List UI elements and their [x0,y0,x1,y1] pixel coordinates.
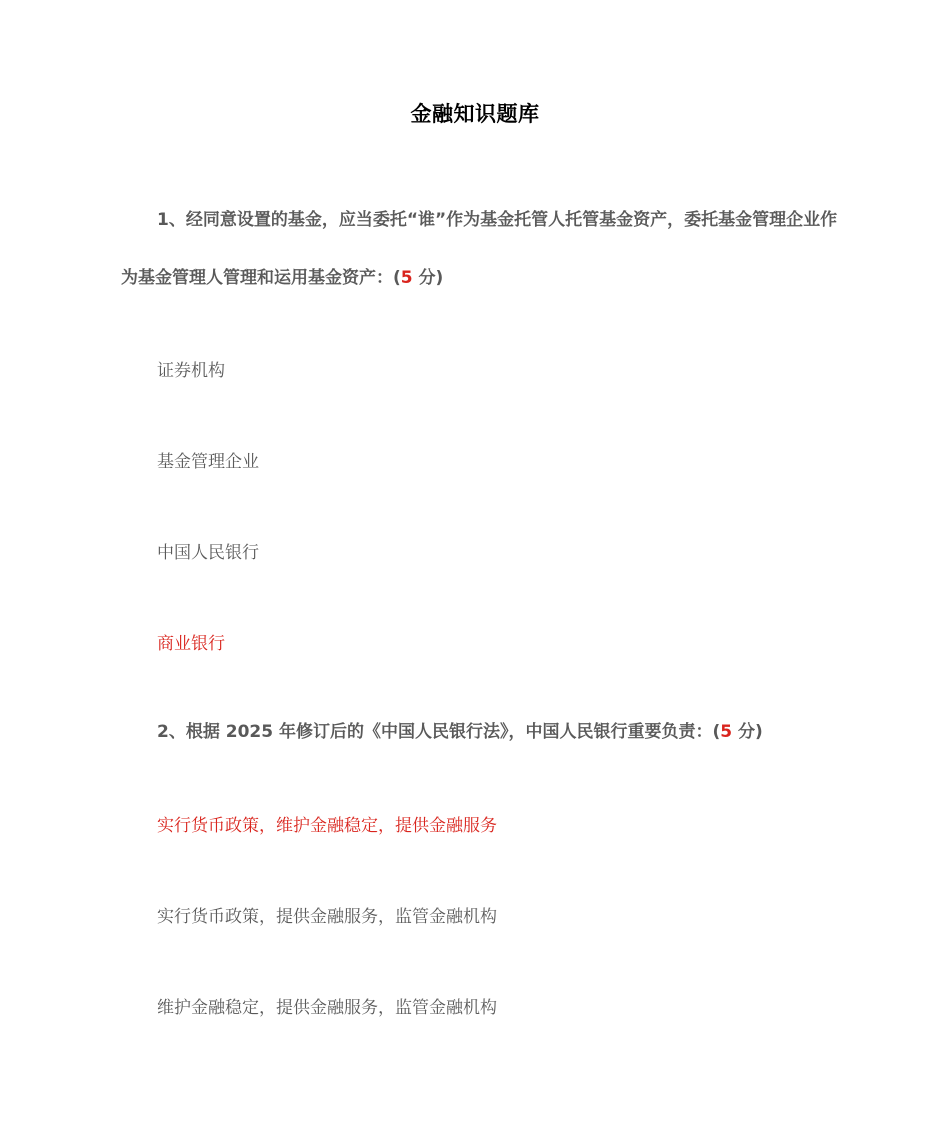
question-1-option-d-correct: 商业银行 [157,634,225,654]
question-2-score-value: 5 [720,722,733,742]
question-1-option-b: 基金管理企业 [157,452,259,472]
question-2-text: 2、根据 2025 年修订后的《中国人民银行法》，中国人民银行重要负责：( [157,722,721,742]
question-2-option-a-correct: 实行货币政策，维护金融稳定，提供金融服务 [157,816,497,836]
question-1-score-suffix: 分) [412,268,444,288]
question-2-option-b: 实行货币政策，提供金融服务，监管金融机构 [157,907,497,927]
question-2-score-suffix: 分) [732,722,763,742]
question-1-option-a: 证券机构 [157,361,225,381]
question-1-score-value: 5 [400,268,413,288]
document-title: 金融知识题库 [410,102,540,126]
question-1-stem [121,191,841,307]
question-1-text: 1、经同意设置的基金，应当委托“谁”作为基金托管人托管基金资产，委托基金管理企业作为基金管理人管理和运用基金资产：( [121,210,838,288]
question-1-option-c: 中国人民银行 [157,543,259,563]
question-2-option-c: 维护金融稳定，提供金融服务，监管金融机构 [157,998,497,1018]
question-2-stem [121,703,841,761]
